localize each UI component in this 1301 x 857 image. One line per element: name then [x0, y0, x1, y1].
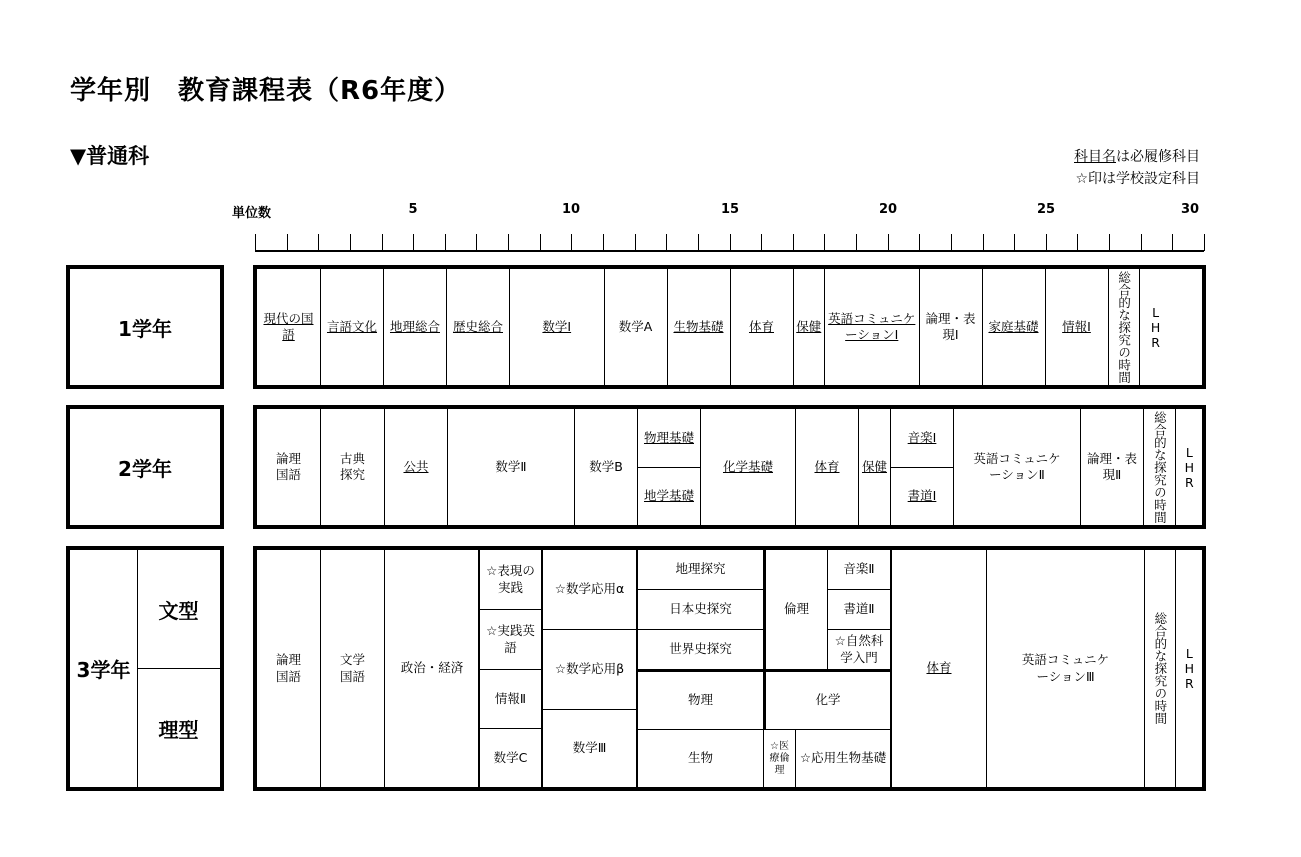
track-rikei: 理型	[158, 717, 199, 742]
subject-chiri-tankyu: 地理探究	[675, 561, 726, 577]
ruler-tick	[287, 234, 288, 251]
ruler-tick	[983, 234, 984, 251]
tick-label-30: 30	[1180, 202, 1200, 217]
grade3-table	[253, 546, 1206, 791]
subject-taiiku: 体育	[926, 660, 952, 676]
ruler-tick	[571, 234, 572, 251]
ruler-tick	[1172, 234, 1173, 251]
ruler-tick	[1077, 234, 1078, 251]
grade1-label: 1学年	[66, 265, 224, 389]
ruler-tick	[445, 234, 446, 251]
subject-label: 生物基礎	[673, 318, 724, 334]
ruler-tick	[318, 234, 319, 251]
subject-cell	[509, 269, 604, 385]
subject-ongaku2: 音楽Ⅱ	[827, 550, 890, 589]
subject-label: 地理総合	[389, 318, 440, 334]
ruler-tick	[730, 234, 731, 251]
tick-label-20: 20	[878, 202, 898, 217]
ruler-tick	[1204, 234, 1205, 251]
subject-cell	[257, 269, 320, 385]
subject-iryo-rinri: ☆医療倫理	[763, 730, 795, 787]
subject-math3: 数学Ⅲ	[543, 709, 636, 787]
ruler-tick	[666, 234, 667, 251]
ruler-tick	[635, 234, 636, 251]
subject-label: 歴史総合	[452, 318, 503, 334]
subject-jissen-eigo: ☆実践英語	[480, 609, 541, 669]
subject-lhr: LHR	[1175, 550, 1202, 787]
subject-math-beta: ☆数学応用β	[543, 629, 636, 709]
ruler-tick	[793, 234, 794, 251]
grade2-table	[253, 405, 1206, 529]
subject-rinri: 倫理	[783, 601, 809, 617]
subject-joho2: 情報Ⅱ	[480, 669, 541, 728]
subject-cell	[320, 269, 383, 385]
ruler-tick	[888, 234, 889, 251]
subject-cell	[383, 269, 446, 385]
subject-label: 数学Ⅰ	[542, 318, 572, 334]
subject-label: 情報Ⅰ	[1062, 318, 1091, 334]
legend-school-subject: ☆印は学校設定科目	[1075, 171, 1200, 187]
subject-butsuri: 物理	[687, 692, 713, 708]
ruler-tick	[761, 234, 762, 251]
subject-taiiku: 体育	[795, 409, 858, 525]
ruler-tick	[1014, 234, 1015, 251]
subject-sogo: 総合的な探究の時間	[1143, 409, 1175, 525]
grade2-label: 2学年	[66, 405, 224, 529]
subject-math2: 数学Ⅱ	[447, 409, 574, 525]
ruler-tick	[350, 234, 351, 251]
subject-oyo-seibutsu-kiso: ☆応用生物基礎	[795, 730, 890, 787]
subject-chigaku-kiso: 地学基礎	[637, 467, 700, 525]
subject-shizen-kagaku: ☆自然科学入門	[827, 629, 890, 669]
track-bunkei: 文型	[158, 598, 199, 623]
subject-cell	[919, 269, 982, 385]
tick-label-10: 10	[561, 202, 581, 217]
section-heading: ▼普通科	[70, 144, 150, 168]
subject-label: 言語文化	[326, 318, 377, 334]
subject-cell	[446, 269, 509, 385]
subject-label: 保健	[796, 318, 822, 334]
subject-kagaku-kiso: 化学基礎	[700, 409, 795, 525]
subject-ronri-hyogen2: 論理・表現Ⅱ	[1080, 409, 1143, 525]
grade1-table	[253, 265, 1206, 389]
subject-cell	[730, 269, 793, 385]
ruler-tick	[382, 234, 383, 251]
subject-shodo1: 書道Ⅰ	[890, 467, 953, 525]
units-axis-label: 単位数	[232, 206, 272, 221]
tick-label-5: 5	[408, 202, 418, 217]
subject-ronri-kokugo: 論理国語	[275, 450, 301, 482]
ruler-tick	[1046, 234, 1047, 251]
subject-kagaku: 化学	[815, 692, 841, 708]
subject-nihonshi-tankyu: 日本史探究	[638, 589, 763, 629]
subject-hyogen-jissen: ☆表現の実践	[486, 563, 535, 595]
ruler-tick	[476, 234, 477, 251]
subject-lhr: LHR	[1175, 409, 1202, 525]
subject-label: 数学A	[618, 318, 653, 334]
subject-koten-tankyu: 古典探究	[320, 409, 384, 525]
subject-seiji-keizai: 政治・経済	[384, 550, 479, 787]
ruler-tick	[951, 234, 952, 251]
ruler-tick	[1109, 234, 1110, 251]
subject-eigo2: 英語コミュニケーションⅡ	[953, 409, 1080, 525]
subject-cell	[1108, 269, 1140, 385]
ruler-tick	[919, 234, 920, 251]
subject-sogo: 総合的な探究の時間	[1144, 550, 1175, 787]
subject-hoken: 保健	[858, 409, 890, 525]
subject-mathB: 数学B	[574, 409, 637, 525]
subject-label: 論理・表現Ⅰ	[925, 310, 976, 342]
subject-mathC: 数学C	[480, 728, 541, 787]
subject-bungaku-kokugo: 文学国語	[320, 550, 384, 787]
subject-kokyo: 公共	[384, 409, 447, 525]
ruler-tick	[508, 234, 509, 251]
subject-eigo3: 英語コミュニケーションⅢ	[986, 550, 1144, 787]
ruler-tick	[1141, 234, 1142, 251]
ruler-tick	[698, 234, 699, 251]
subject-cell	[667, 269, 730, 385]
subject-cell	[982, 269, 1045, 385]
page-title: 学年別 教育課程表（R6年度）	[70, 76, 462, 106]
grade3-label-box	[66, 546, 224, 791]
subject-cell	[604, 269, 667, 385]
subject-ongaku1: 音楽Ⅰ	[890, 409, 953, 467]
subject-label: 家庭基礎	[988, 318, 1039, 334]
subject-ronri-kokugo: 論理国語	[275, 652, 301, 684]
subject-seibutsu: 生物	[687, 750, 713, 766]
subject-cell	[793, 269, 825, 385]
subject-cell	[1045, 269, 1108, 385]
ruler-tick	[540, 234, 541, 251]
subject-butsuri-kiso: 物理基礎	[637, 409, 700, 467]
subject-cell	[1139, 269, 1171, 385]
subject-shodo2: 書道Ⅱ	[827, 589, 890, 629]
legend-required: 科目名は必履修科目	[1074, 149, 1200, 165]
subject-label: 総合的な探究の時間	[1116, 270, 1132, 384]
subject-sekaishi-tankyu: 世界史探究	[638, 629, 763, 669]
ruler-tick	[603, 234, 604, 251]
tick-label-15: 15	[720, 202, 740, 217]
subject-cell	[824, 269, 919, 385]
subject-label: LHR	[1148, 304, 1164, 350]
subject-label: 現代の国語	[263, 310, 314, 342]
subject-math-alpha: ☆数学応用α	[554, 581, 625, 597]
ruler-tick	[824, 234, 825, 251]
ruler-tick	[413, 234, 414, 251]
ruler-tick	[255, 234, 256, 251]
subject-label: 体育	[748, 318, 774, 334]
tick-label-25: 25	[1036, 202, 1056, 217]
ruler-tick	[856, 234, 857, 251]
subject-label: 英語コミュニケーションⅠ	[828, 310, 916, 342]
grade3-label: 3学年	[76, 658, 131, 682]
